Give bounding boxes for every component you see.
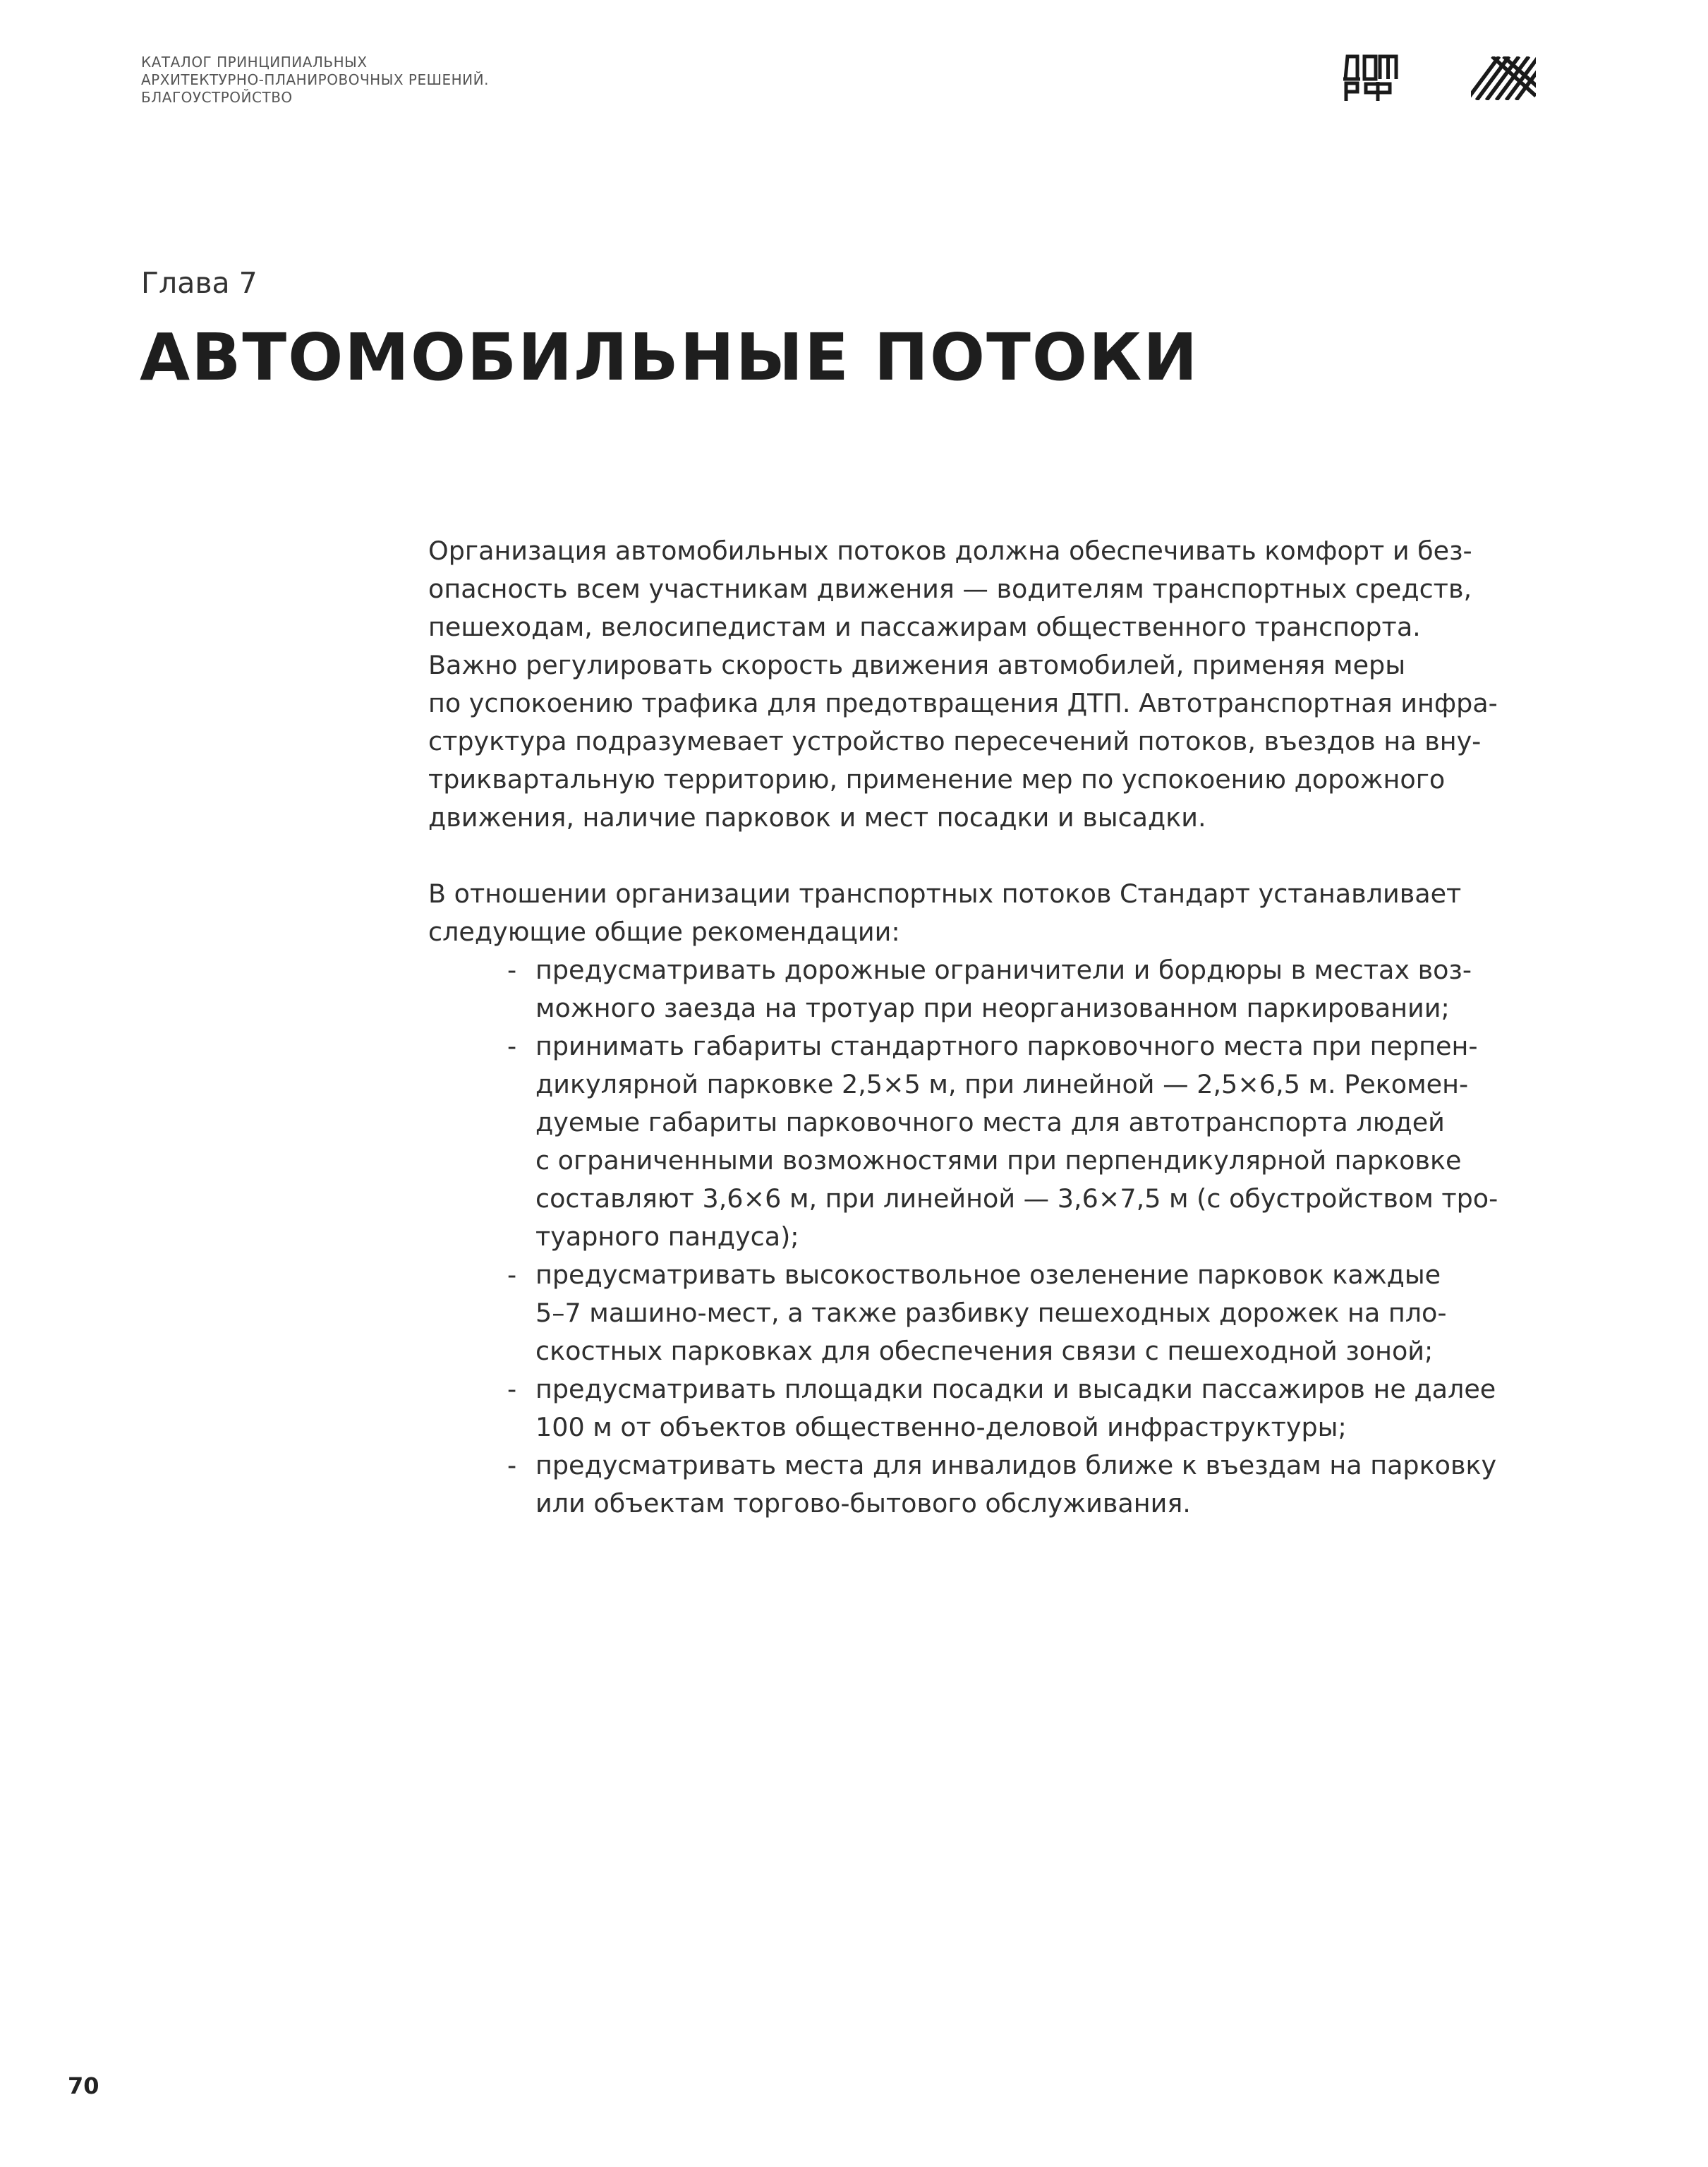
text-line: дикулярной парковке 2,5×5 м, при линейной — 2,5×6,5 м. Рекомен- [535, 1069, 1469, 1099]
dom-rf-logo [1343, 54, 1398, 102]
text-line: триквартальную территорию, применение мер по успокоению дорожного [428, 764, 1446, 795]
page-number: 70 [68, 2072, 99, 2099]
recommendations-list [428, 951, 1498, 1523]
text-line: или объектам торгово-бытового обслуживания. [535, 1488, 1191, 1519]
text-line: Важно регулировать скорость движения автомобилей, применяя меры [428, 650, 1406, 680]
text-line: следующие общие рекомендации: [428, 917, 900, 947]
text-line: принимать габариты стандартного парковочного места при перпен- [535, 1031, 1478, 1061]
text-line: скостных парковках для обеспечения связи с пешеходной зоной; [535, 1336, 1434, 1366]
text-line: туарного пандуса); [535, 1221, 799, 1252]
bullet-dash: - [507, 1260, 517, 1290]
text-line: дуемые габариты парковочного места для автотранспорта людей [535, 1107, 1445, 1137]
text-line: предусматривать места для инвалидов ближе к въездам на парковку [535, 1450, 1497, 1480]
catalog-header-line: БЛАГОУСТРОЙСТВО [141, 89, 293, 106]
text-line: предусматривать высокоствольное озеленение парковок каждые [535, 1260, 1441, 1290]
text-line: опасность всем участникам движения — водителям транспортных средств, [428, 574, 1472, 604]
catalog-header-line: АРХИТЕКТУРНО-ПЛАНИРОВОЧНЫХ РЕШЕНИЙ. [141, 71, 489, 88]
recommendations-intro [428, 875, 1498, 951]
body-text [428, 532, 1498, 1523]
bullet-dash: - [507, 1374, 517, 1404]
text-line: составляют 3,6×6 м, при линейной — 3,6×7,5 м (с обустройством тро- [535, 1183, 1498, 1214]
bullet-dash: - [507, 1031, 517, 1061]
list-item [428, 951, 1498, 1027]
paragraph-gap [428, 837, 1498, 875]
list-item [428, 1447, 1498, 1523]
list-item [428, 1256, 1498, 1370]
text-line: 100 м от объектов общественно-деловой инфраструктуры; [535, 1412, 1347, 1442]
chapter-label: Глава 7 [141, 266, 258, 300]
text-line: по успокоению трафика для предотвращения ДТП. Автотранспортная инфра- [428, 688, 1498, 718]
chapter-title: АВТОМОБИЛЬНЫЕ ПОТОКИ [140, 320, 1199, 395]
text-line: Организация автомобильных потоков должна обеспечивать комфорт и без- [428, 536, 1472, 566]
list-item [428, 1027, 1498, 1256]
pattern-logo [1471, 56, 1536, 100]
text-line: с ограниченными возможностями при перпендикулярной парковке [535, 1145, 1462, 1176]
text-line: движения, наличие парковок и мест посадки и высадки. [428, 802, 1206, 833]
catalog-header-line: КАТАЛОГ ПРИНЦИПИАЛЬНЫХ [141, 54, 368, 71]
text-line: можного заезда на тротуар при неорганизованном паркировании; [535, 993, 1450, 1023]
text-line: предусматривать площадки посадки и высадки пассажиров не далее [535, 1374, 1496, 1404]
bullet-dash: - [507, 1450, 517, 1480]
bullet-dash: - [507, 955, 517, 985]
text-line: пешеходам, велосипедистам и пассажирам общественного транспорта. [428, 612, 1421, 642]
text-line: В отношении организации транспортных потоков Стандарт устанавливает [428, 879, 1462, 909]
text-line: структура подразумевает устройство пересечений потоков, въездов на вну- [428, 726, 1482, 756]
text-line: 5–7 машино-мест, а также разбивку пешеходных дорожек на пло- [535, 1298, 1447, 1328]
list-item [428, 1370, 1498, 1447]
catalog-header [141, 54, 776, 107]
intro-paragraph [428, 532, 1498, 837]
text-line: предусматривать дорожные ограничители и бордюры в местах воз- [535, 955, 1472, 985]
